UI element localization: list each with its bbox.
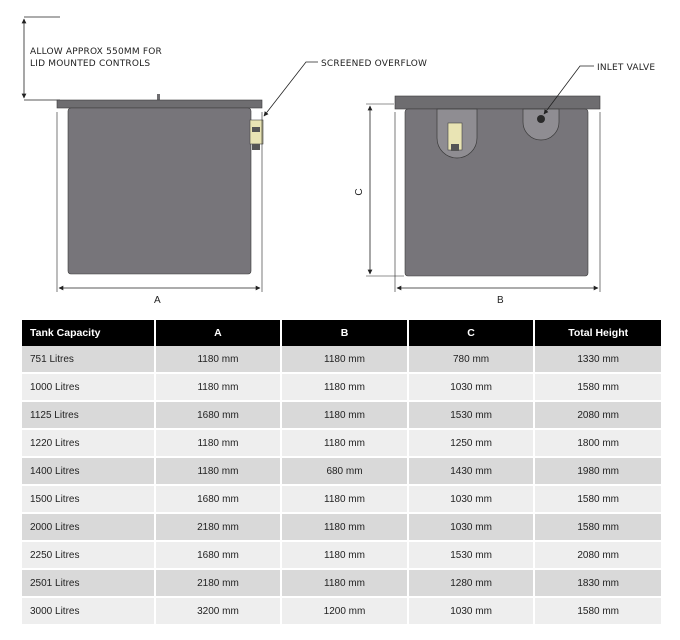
- side-lid: [395, 96, 600, 109]
- cell-capacity: 3000 Litres: [22, 598, 154, 626]
- allowance-label-line2: LID MOUNTED CONTROLS: [30, 59, 151, 69]
- allowance-label-line1: ALLOW APPROX 550MM FOR: [30, 47, 162, 57]
- cell-c: 1030 mm: [409, 598, 534, 626]
- cell-total-height: 1580 mm: [535, 486, 661, 514]
- cell-capacity: 1000 Litres: [22, 374, 154, 402]
- inlet-valve: [537, 115, 545, 123]
- cell-total-height: 1580 mm: [535, 598, 661, 626]
- cell-b: 1180 mm: [282, 570, 407, 598]
- cell-c: 1530 mm: [409, 542, 534, 570]
- table-row: [22, 570, 661, 598]
- cell-a: 1180 mm: [156, 458, 281, 486]
- cell-a: 1680 mm: [156, 542, 281, 570]
- cell-a: 1180 mm: [156, 430, 281, 458]
- cell-c: 1030 mm: [409, 374, 534, 402]
- cell-capacity: 2501 Litres: [22, 570, 154, 598]
- cell-a: 3200 mm: [156, 598, 281, 626]
- cell-total-height: 1830 mm: [535, 570, 661, 598]
- cell-total-height: 1800 mm: [535, 430, 661, 458]
- cell-c: 780 mm: [409, 346, 534, 374]
- cell-capacity: 1500 Litres: [22, 486, 154, 514]
- cell-b: 1180 mm: [282, 402, 407, 430]
- cell-c: 1030 mm: [409, 514, 534, 542]
- table-row: [22, 430, 661, 458]
- cell-total-height: 1580 mm: [535, 374, 661, 402]
- side-overflow-outlet: [451, 144, 459, 151]
- table-row: [22, 542, 661, 570]
- cell-a: 1680 mm: [156, 486, 281, 514]
- dim-a-label: A: [154, 295, 161, 306]
- overflow-leader: [264, 62, 318, 116]
- table-row: [22, 458, 661, 486]
- dim-c-label: C: [354, 188, 365, 196]
- cell-capacity: 1220 Litres: [22, 430, 154, 458]
- front-view: [24, 17, 427, 306]
- table-row: [22, 598, 661, 626]
- dim-b-label: B: [497, 295, 504, 306]
- screened-overflow-label: SCREENED OVERFLOW: [321, 59, 428, 69]
- table-header-row: [22, 320, 661, 346]
- table-row: [22, 374, 661, 402]
- cell-capacity: 751 Litres: [22, 346, 154, 374]
- cell-capacity: 1400 Litres: [22, 458, 154, 486]
- cell-total-height: 1580 mm: [535, 514, 661, 542]
- cell-b: 1180 mm: [282, 374, 407, 402]
- cell-b: 1180 mm: [282, 542, 407, 570]
- tank-diagram: [0, 0, 680, 315]
- cell-a: 2180 mm: [156, 514, 281, 542]
- header-tank-capacity: Tank Capacity: [22, 320, 154, 346]
- side-tank-body: [405, 109, 588, 276]
- side-view: [354, 63, 655, 306]
- cell-c: 1280 mm: [409, 570, 534, 598]
- cell-b: 1200 mm: [282, 598, 407, 626]
- table-row: [22, 514, 661, 542]
- header-total-height: Total Height: [535, 320, 661, 346]
- cell-a: 1680 mm: [156, 402, 281, 430]
- cell-b: 1180 mm: [282, 486, 407, 514]
- header-b: B: [282, 320, 407, 346]
- cell-b: 680 mm: [282, 458, 407, 486]
- overflow-outlet: [252, 144, 260, 150]
- cell-c: 1250 mm: [409, 430, 534, 458]
- cell-b: 1180 mm: [282, 514, 407, 542]
- cell-c: 1030 mm: [409, 486, 534, 514]
- cell-total-height: 1980 mm: [535, 458, 661, 486]
- overflow-screen: [252, 127, 260, 132]
- cell-total-height: 2080 mm: [535, 402, 661, 430]
- cell-total-height: 2080 mm: [535, 542, 661, 570]
- cell-a: 1180 mm: [156, 346, 281, 374]
- table-row: [22, 486, 661, 514]
- inlet-valve-label: INLET VALVE: [597, 63, 656, 73]
- cell-c: 1430 mm: [409, 458, 534, 486]
- header-a: A: [156, 320, 281, 346]
- cell-capacity: 2000 Litres: [22, 514, 154, 542]
- table-row: [22, 402, 661, 430]
- cell-a: 2180 mm: [156, 570, 281, 598]
- front-lid: [57, 100, 262, 108]
- cell-capacity: 2250 Litres: [22, 542, 154, 570]
- tank-specs-table: [20, 320, 663, 626]
- cell-total-height: 1330 mm: [535, 346, 661, 374]
- cell-b: 1180 mm: [282, 346, 407, 374]
- cell-c: 1530 mm: [409, 402, 534, 430]
- cell-capacity: 1125 Litres: [22, 402, 154, 430]
- front-tank-body: [68, 108, 251, 274]
- cell-a: 1180 mm: [156, 374, 281, 402]
- cell-b: 1180 mm: [282, 430, 407, 458]
- header-c: C: [409, 320, 534, 346]
- table-row: [22, 346, 661, 374]
